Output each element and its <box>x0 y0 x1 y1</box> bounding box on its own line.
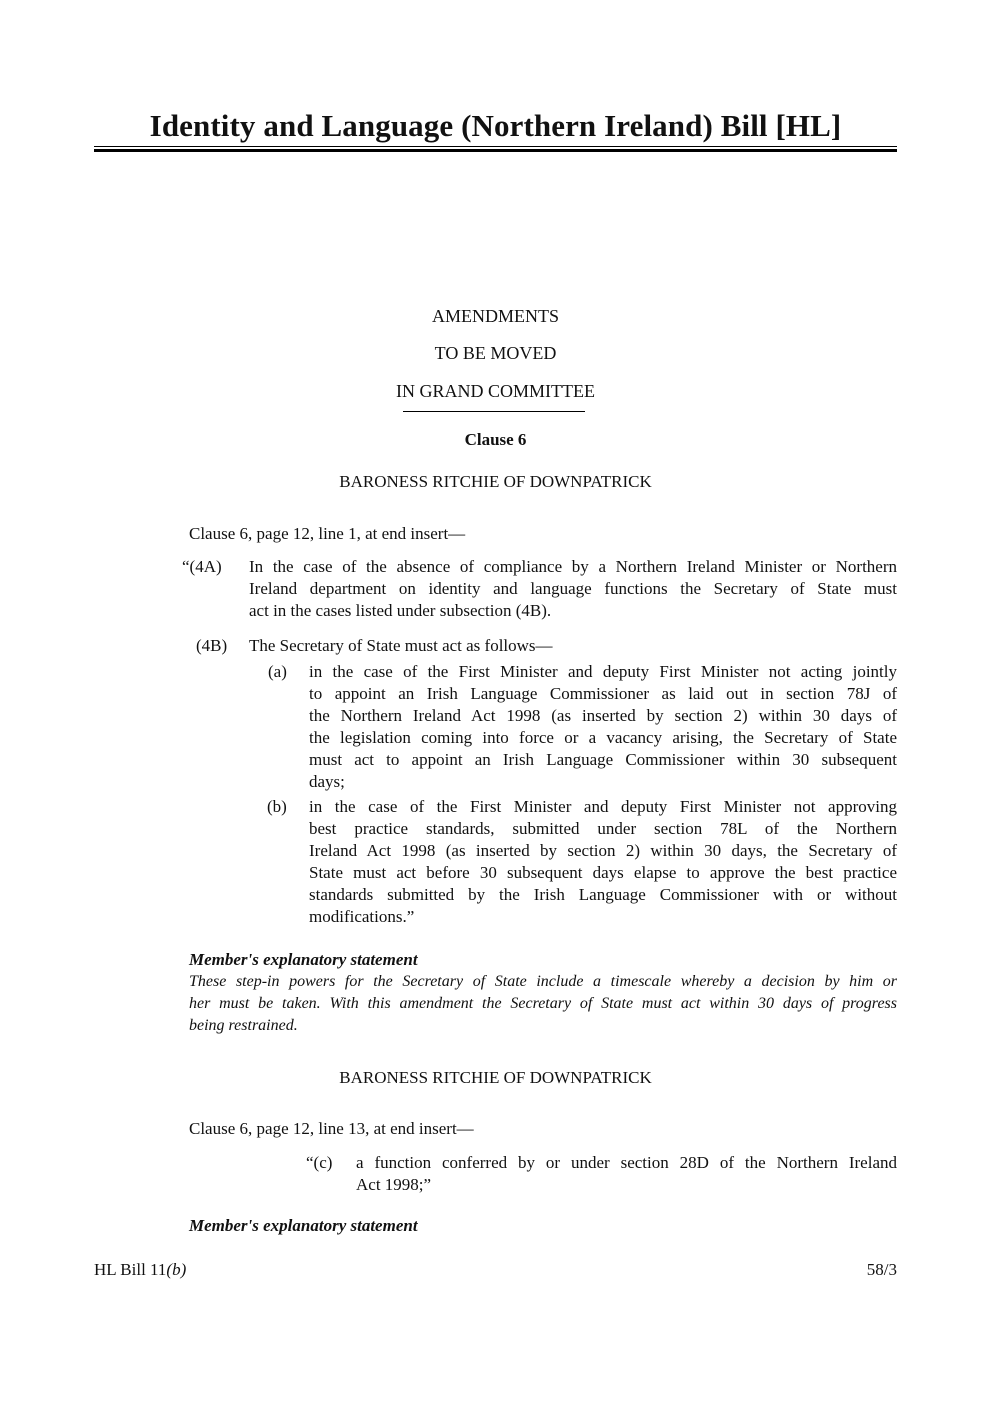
amendment-1-statement-text <box>189 971 897 1037</box>
paragraph-b-text <box>309 796 897 928</box>
statement-1-line-1: These step-in powers for the Secretary of State include a timescale whereby a decision by him or <box>189 973 897 990</box>
subsection-4a-line-2: Ireland department on identity and language functions the Secretary of State must <box>249 579 897 598</box>
paragraph-a-line-5: must act to appoint an Irish Language Commissioner within 30 subsequent <box>309 750 897 769</box>
paragraph-c-label: “(c) <box>306 1153 333 1172</box>
paragraph-a-line-2: to appoint an Irish Language Commissioner as laid out in section 78J of <box>309 684 897 703</box>
amendment-1-instruction: Clause 6, page 12, line 1, at end insert— <box>189 524 466 543</box>
paragraph-b-line-4: State must act before 30 subsequent days elapse to approve the best practice <box>309 863 897 882</box>
statement-1-line-2: her must be taken. With this amendment the Secretary of State must act within 30 days of progress <box>189 995 897 1012</box>
paragraph-a-line-4: the legislation coming into force or a vacancy arising, the Secretary of State <box>309 728 897 747</box>
amendment-2-statement-heading: Member's explanatory statement <box>189 1216 418 1235</box>
amendment-2-mover: BARONESS RITCHIE OF DOWNPATRICK <box>339 1068 652 1087</box>
bill-ref: HL Bill 11 <box>94 1260 167 1279</box>
amendment-1-statement-heading: Member's explanatory statement <box>189 950 418 969</box>
paragraph-a-line-3: the Northern Ireland Act 1998 (as inserted by section 2) within 30 days of <box>309 706 897 725</box>
subsection-4a-number: “(4A) <box>182 557 222 576</box>
subsection-4b-number: (4B) <box>196 636 228 655</box>
paragraph-a-line-6: days; <box>309 772 345 791</box>
paragraph-b-line-1: in the case of the First Minister and deputy First Minister not approving <box>309 797 897 816</box>
paragraph-c-text <box>356 1152 897 1196</box>
amendment-1-mover: BARONESS RITCHIE OF DOWNPATRICK <box>339 472 652 491</box>
paragraph-b-label: (b) <box>267 797 287 816</box>
bill-suffix: (b) <box>166 1260 187 1279</box>
bill-title: Identity and Language (Northern Ireland) Bill [HL] <box>149 108 842 143</box>
paragraph-b-line-5: standards submitted by the Irish Language Commissioner with or without <box>309 885 897 904</box>
heading-grand-committee: IN GRAND COMMITTEE <box>396 381 595 401</box>
paragraph-a-label: (a) <box>268 662 287 681</box>
paragraph-b-line-6: modifications.” <box>309 907 415 926</box>
statement-1-line-3: being restrained. <box>189 1017 298 1034</box>
paragraph-b-line-2: best practice standards, submitted under section 78L of the Northern <box>309 819 897 838</box>
heading-divider <box>403 411 585 412</box>
paragraph-a-text <box>309 661 897 793</box>
paragraph-c-line-2: Act 1998;” <box>356 1175 432 1194</box>
footer-bill-reference <box>94 1259 186 1281</box>
paragraph-a-line-1: in the case of the First Minister and deputy First Minister not acting jointly <box>309 662 897 681</box>
heading-to-be-moved: TO BE MOVED <box>434 343 557 363</box>
subsection-4a-line-3: act in the cases listed under subsection (4B). <box>249 601 552 620</box>
subsection-4a-text <box>249 556 897 622</box>
subsection-4b-text: The Secretary of State must act as follows— <box>249 636 553 655</box>
subsection-4a-line-1: In the case of the absence of compliance by a Northern Ireland Minister or Northern <box>249 557 897 576</box>
amendment-2-instruction: Clause 6, page 12, line 13, at end insert— <box>189 1119 474 1138</box>
clause-heading: Clause 6 <box>464 430 527 449</box>
title-rule-thin <box>94 146 897 147</box>
title-rule-thick <box>94 149 897 152</box>
footer-page-reference: 58/3 <box>866 1260 897 1279</box>
paragraph-b-line-3: Ireland Act 1998 (as inserted by section 2) within 30 days, the Secretary of <box>309 841 897 860</box>
paragraph-c-line-1: a function conferred by or under section 28D of the Northern Ireland <box>356 1153 897 1172</box>
heading-amendments: AMENDMENTS <box>431 306 559 326</box>
